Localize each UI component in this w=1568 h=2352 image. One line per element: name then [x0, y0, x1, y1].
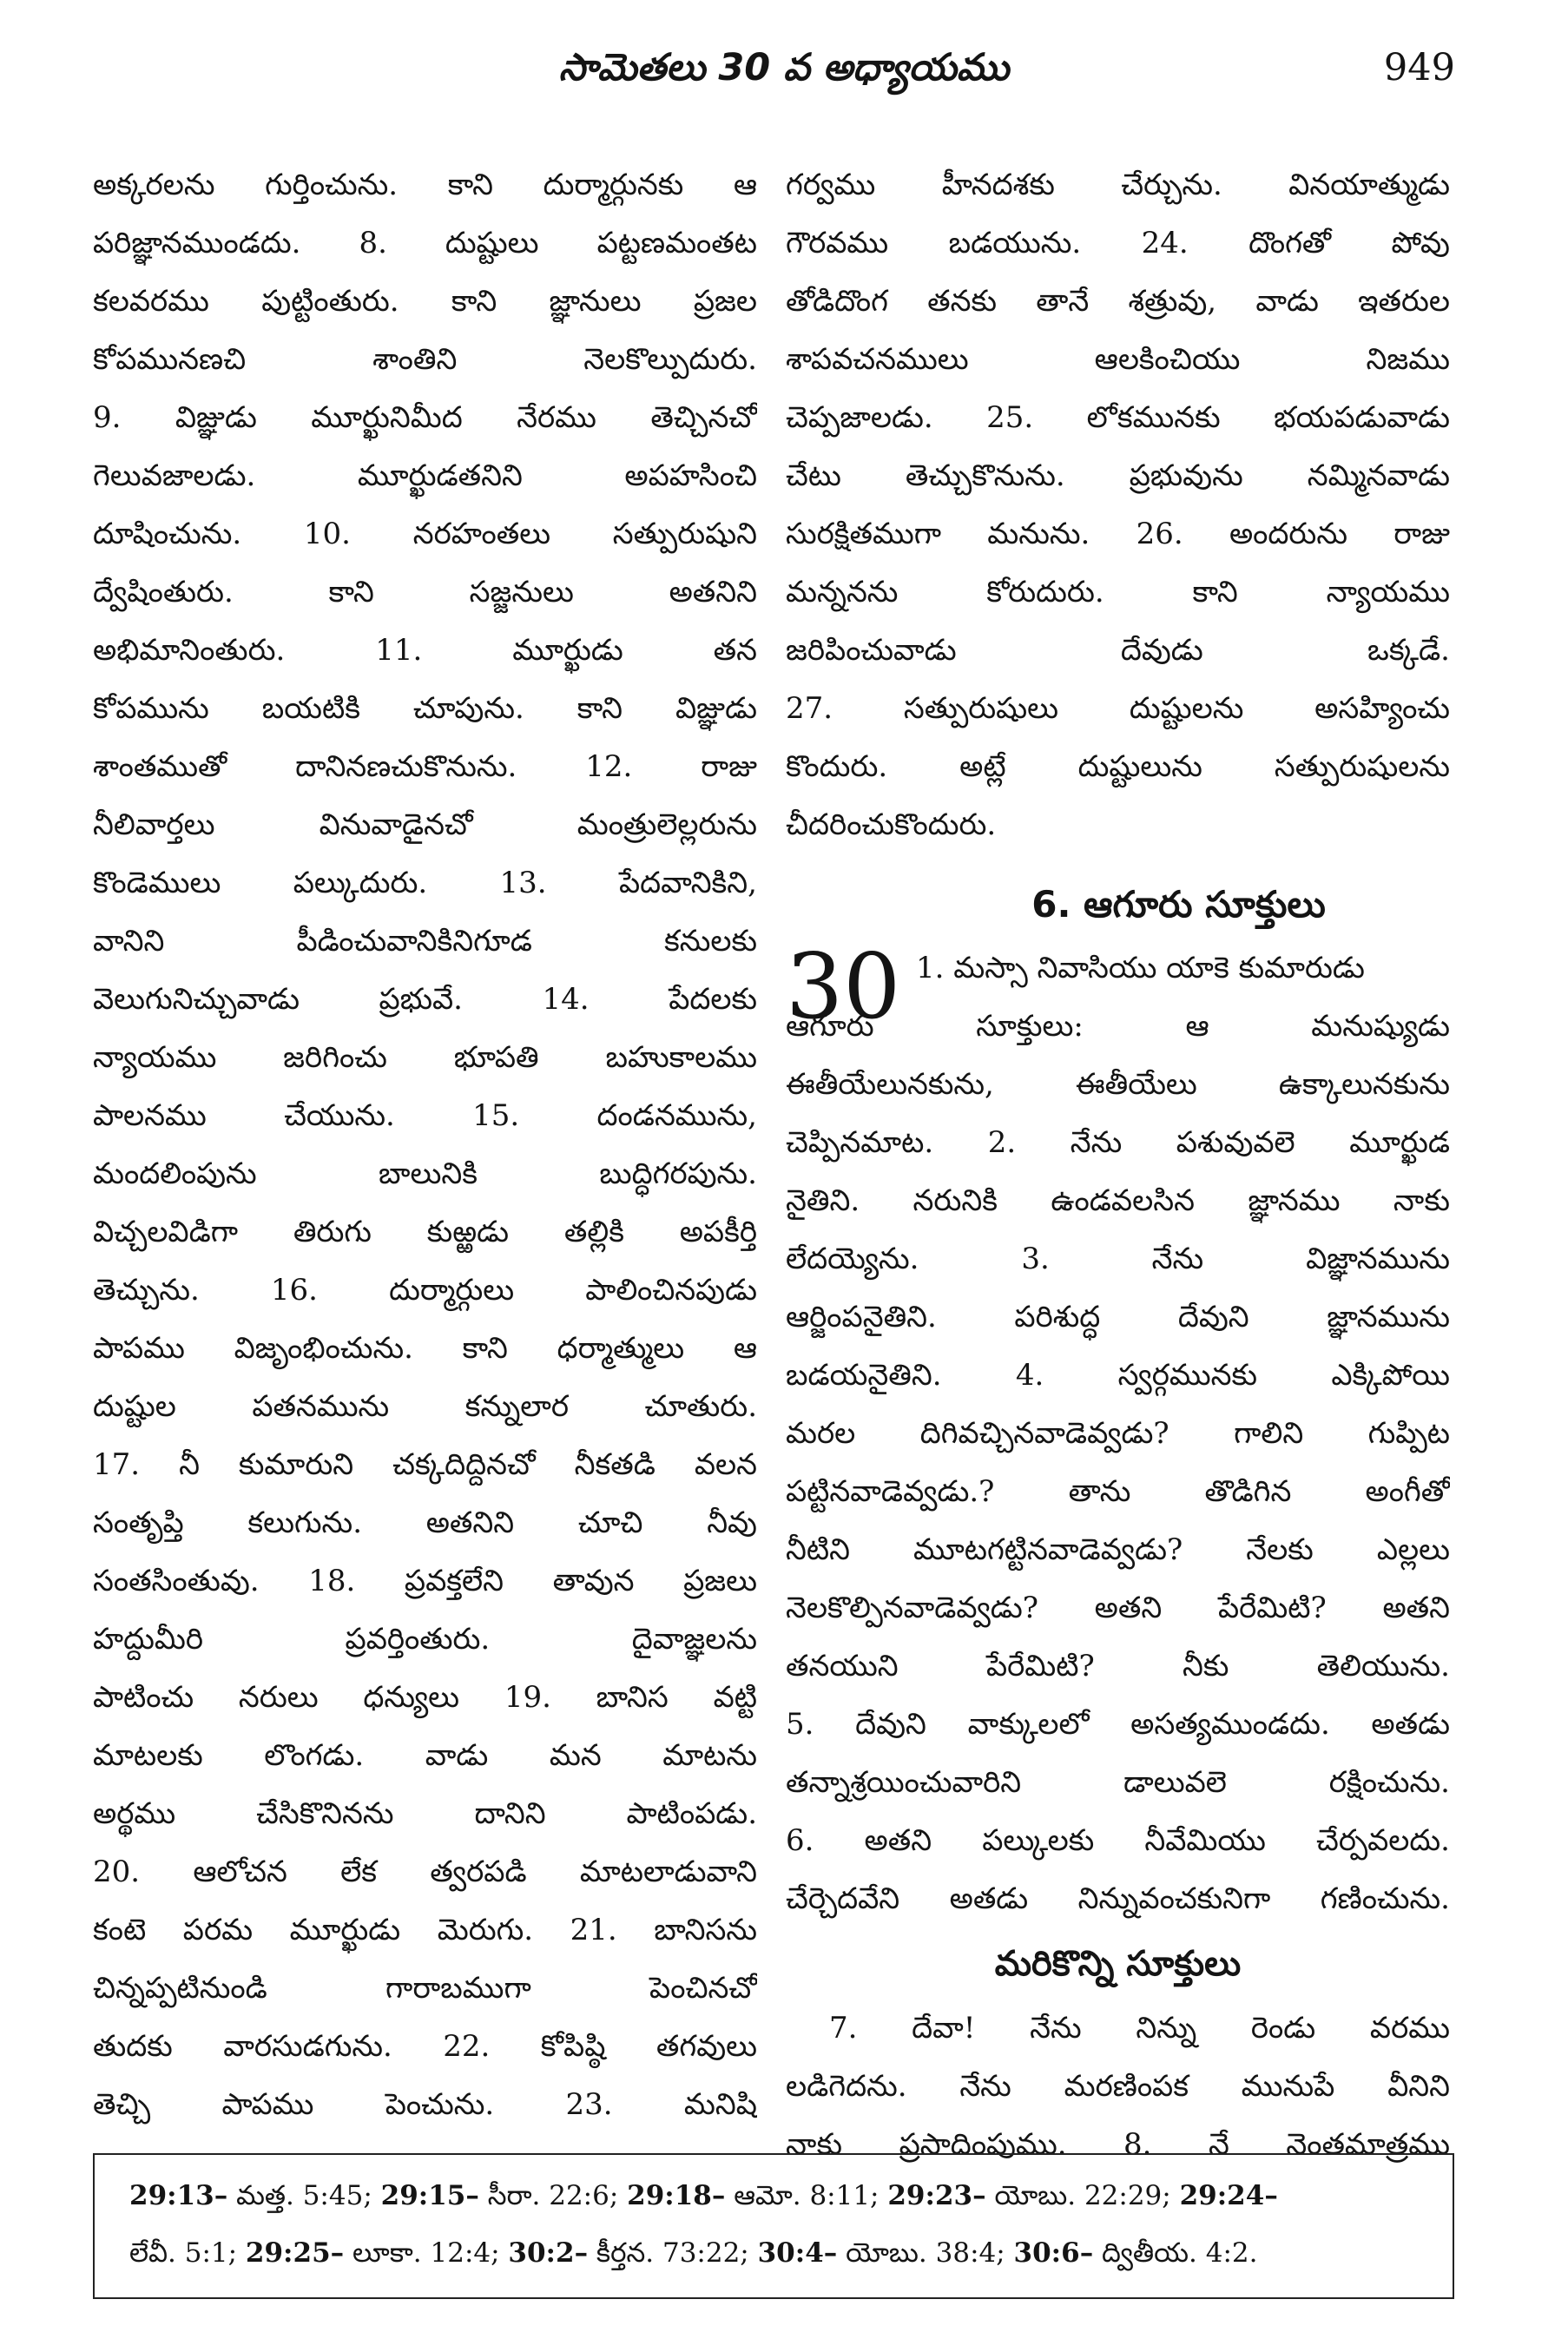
- text-line: చేర్చెదవేని అతడు నిన్నువంచకునిగా గణించును.: [786, 1881, 1450, 1916]
- footnote-box: [93, 2153, 1454, 2299]
- text-line: ఆర్జింపనైతిని. పరిశుద్ధ దేవుని జ్ఞానమును: [786, 1300, 1450, 1334]
- text-line: కొందురు. అట్లే దుష్టులును సత్పురుషులను: [786, 749, 1450, 784]
- page-title: సామెతలు 30 వ అధ్యాయము: [558, 46, 1010, 89]
- text-line: పట్టినవాడెవ్వడు.? తాను తొడిగిన అంగీతో: [786, 1474, 1450, 1509]
- subsection-text: [786, 2000, 1450, 2174]
- text-line: కొండెములు పల్కుదురు. 13. పేదవానికిని,: [93, 866, 757, 900]
- text-line: ఆగూరు సూక్తులు: ఆ మనుష్యుడు: [786, 1009, 1450, 1044]
- footnote-citation: లేవీ. 5:1;: [129, 2237, 246, 2269]
- text-line: మన్ననను కోరుదురు. కాని న్యాయము: [786, 575, 1450, 609]
- subsection-heading: మరికొన్ని సూక్తులు: [994, 1944, 1242, 1984]
- text-line: నీలివార్తలు వినువాడైనచో మంత్రులెల్లరును: [93, 807, 757, 842]
- footnote-reference: 29:18–: [627, 2180, 726, 2211]
- text-line: లేదయ్యెను. 3. నేను విజ్ఞానమును: [786, 1242, 1450, 1276]
- right-column: [786, 156, 1450, 2174]
- text-line: పాపము విజృంభించును. కాని ధర్మాత్ములు ఆ: [93, 1331, 757, 1366]
- text-line: ఈతీయేలునకును, ఈతీయేలు ఉక్కాలునకును: [786, 1067, 1450, 1102]
- text-line: పాలనము చేయును. 15. దండనమును,: [93, 1098, 757, 1133]
- text-line: చెప్పినమాట. 2. నేను పశువువలె మూర్ఖుడ: [786, 1125, 1450, 1160]
- text-line: తన్నాశ్రయించువారిని డాలువలె రక్షించును.: [786, 1765, 1450, 1800]
- left-column: [93, 156, 757, 2134]
- text-line: తనయుని పేరేమిటి? నీకు తెలియును.: [786, 1649, 1450, 1683]
- text-line: గౌరవము బడయును. 24. దొంగతో పోవు: [786, 226, 1450, 260]
- text-line: జరిపించువాడు దేవుడు ఒక్కడే.: [786, 633, 1450, 668]
- text-line: చెప్పజాలడు. 25. లోకమునకు భయపడువాడు: [786, 400, 1450, 435]
- footnote-citation: ఆమో. 8:11;: [725, 2180, 888, 2211]
- text-line: గెలువజాలడు. మూర్ఖుడతనిని అపహసించి: [93, 458, 757, 493]
- right-column-top-text: [786, 156, 1450, 854]
- text-line: హద్దుమీరి ప్రవర్తింతురు. దైవాజ్ఞలను: [93, 1622, 757, 1657]
- text-line: అభిమానింతురు. 11. మూర్ఖుడు తన: [93, 633, 757, 668]
- text-line: మందలింపును బాలునికి బుద్ధిగరపును.: [93, 1156, 757, 1191]
- footnote-citation: మత్త. 5:45;: [227, 2180, 381, 2211]
- text-line: 17. నీ కుమారుని చక్కదిద్దినచో నీకతడి వలన: [93, 1447, 757, 1482]
- text-line: న్యాయము జరిగించు భూపతి బహుకాలము: [93, 1040, 757, 1075]
- text-line: తుదకు వారసుడగును. 22. కోపిష్ఠి తగవులు: [93, 2029, 757, 2064]
- text-line: చేటు తెచ్చుకొనును. ప్రభువును నమ్మినవాడు: [786, 458, 1450, 493]
- text-line: శాంతముతో దానినణచుకొనును. 12. రాజు: [93, 749, 757, 784]
- footnote-reference: 29:25–: [245, 2237, 345, 2269]
- text-line: 1. మస్సా నివాసియు యాకె కుమారుడు: [916, 951, 1365, 985]
- footnote-line-1: [129, 2167, 1418, 2224]
- text-line: మాటలకు లొంగడు. వాడు మన మాటను: [93, 1738, 757, 1773]
- footnote-reference: 29:15–: [380, 2180, 479, 2211]
- footnote-citation: సీరా. 22:6;: [478, 2180, 628, 2211]
- text-line: కోపమునణచి శాంతిని నెలకొల్పుదురు.: [93, 342, 757, 377]
- footnote-citation: కీర్తన. 73:22;: [588, 2237, 758, 2269]
- text-line: నైతిని. నరునికి ఉండవలసిన జ్ఞానము నాకు: [786, 1183, 1450, 1218]
- text-line: తోడిదొంగ తనకు తానే శత్రువు, వాడు ఇతరుల: [786, 284, 1450, 319]
- footnote-line-2: [129, 2224, 1418, 2282]
- footnote-reference: 29:13–: [129, 2180, 228, 2211]
- chapter-number: 30: [786, 933, 901, 1039]
- text-line: అర్థము చేసికొనినను దానిని పాటింపడు.: [93, 1796, 757, 1831]
- text-line: 5. దేవుని వాక్కులలో అసత్యముండదు. అతడు: [786, 1707, 1450, 1742]
- text-line: నెలకొల్పినవాడెవ్వడు? అతని పేరేమిటి? అతని: [786, 1591, 1450, 1625]
- text-line: లడిగెదను. నేను మరణింపక మునుపే వీనిని: [786, 2069, 1450, 2104]
- text-line: 27. సత్పురుషులు దుష్టులను అసహ్యించు: [786, 691, 1450, 726]
- text-line: ద్వేషింతురు. కాని సజ్జనులు అతనిని: [93, 575, 757, 609]
- text-line: చీదరించుకొందురు.: [786, 807, 997, 842]
- footnote-citation: యోబు. 22:29;: [985, 2180, 1180, 2211]
- text-line: అక్కరలను గుర్తించును. కాని దుర్మార్గునకు ఆ: [93, 168, 757, 202]
- text-line: మరల దిగివచ్చినవాడెవ్వడు? గాలిని గుప్పిట: [786, 1416, 1450, 1451]
- footnote-citation: లూకా. 12:4;: [344, 2237, 509, 2269]
- text-line: దుష్టుల పతనమును కన్నులార చూతురు.: [93, 1389, 757, 1424]
- text-line: వెలుగునిచ్చువాడు ప్రభువే. 14. పేదలకు: [93, 982, 757, 1017]
- footnote-reference: 30:6–: [1013, 2237, 1094, 2269]
- text-line: సురక్షితముగా మనును. 26. అందరును రాజు: [786, 517, 1450, 551]
- text-line: నీటిని మూటగట్టినవాడెవ్వడు? నేలకు ఎల్లలు: [786, 1532, 1450, 1567]
- footnote-reference: 29:23–: [887, 2180, 986, 2211]
- text-line: పరిజ్ఞానముండదు. 8. దుష్టులు పట్టణమంతట: [93, 226, 757, 260]
- text-line: సంతృప్తి కలుగును. అతనిని చూచి నీవు: [93, 1505, 757, 1540]
- text-line: కంటె పరమ మూర్ఖుడు మెరుగు. 21. బానిసను: [93, 1913, 757, 1947]
- text-line: నాకు ప్రసాదింపుము. 8. నే నెంతమాత్రము: [786, 2127, 1450, 2162]
- text-line: 9. విజ్ఞుడు మూర్ఖునిమీద నేరము తెచ్చినచో: [93, 400, 757, 435]
- footnote-reference: 30:4–: [757, 2237, 838, 2269]
- text-line: తెచ్చి పాపము పెంచును. 23. మనిషి: [93, 2087, 757, 2122]
- page-number: 949: [1383, 46, 1455, 89]
- text-line: తెచ్చును. 16. దుర్మార్గులు పాలించినపుడు: [93, 1273, 757, 1308]
- footnote-citation: యోబు. 38:4;: [837, 2237, 1014, 2269]
- text-line: బడయనైతిని. 4. స్వర్గమునకు ఎక్కిపోయి: [786, 1358, 1450, 1393]
- text-line: 6. అతని పల్కులకు నీవేమియు చేర్పవలదు.: [786, 1823, 1450, 1858]
- chapter-block: [786, 933, 1450, 1928]
- text-line: సంతసింతువు. 18. ప్రవక్తలేని తావున ప్రజలు: [93, 1564, 757, 1598]
- section-text: [786, 939, 1450, 1928]
- text-line: కలవరము పుట్టింతురు. కాని జ్ఞానులు ప్రజల: [93, 284, 757, 319]
- text-line: దూషించును. 10. నరహంతలు సత్పురుషుని: [93, 517, 757, 551]
- text-line: వానిని పీడించువానికినిగూడ కనులకు: [93, 924, 757, 959]
- footnote-citation: ద్వితీయ. 4:2.: [1093, 2237, 1258, 2269]
- section-heading: 6. ఆగూరు సూక్తులు: [1031, 883, 1326, 926]
- footnote-reference: 30:2–: [508, 2237, 589, 2269]
- text-line: గర్వము హీనదశకు చేర్చును. వినయాత్ముడు: [786, 168, 1450, 202]
- footnote-reference: 29:24–: [1179, 2180, 1278, 2211]
- text-line: కోపమును బయటికి చూపును. కాని విజ్ఞుడు: [93, 691, 757, 726]
- text-line: పాటించు నరులు ధన్యులు 19. బానిస వట్టి: [93, 1680, 757, 1715]
- text-line: 20. ఆలోచన లేక త్వరపడి మాటలాడువాని: [93, 1855, 757, 1889]
- text-line: శాపవచనములు ఆలకించియు నిజము: [786, 342, 1450, 377]
- text-line: చిన్నప్పటినుండి గారాబముగా పెంచినచో: [93, 1971, 757, 2006]
- text-line: విచ్చలవిడిగా తిరుగు కుఱ్ఱడు తల్లికి అపకీర్తి: [93, 1215, 757, 1249]
- text-line: 7. దేవా! నేను నిన్ను రెండు వరము: [829, 2011, 1450, 2046]
